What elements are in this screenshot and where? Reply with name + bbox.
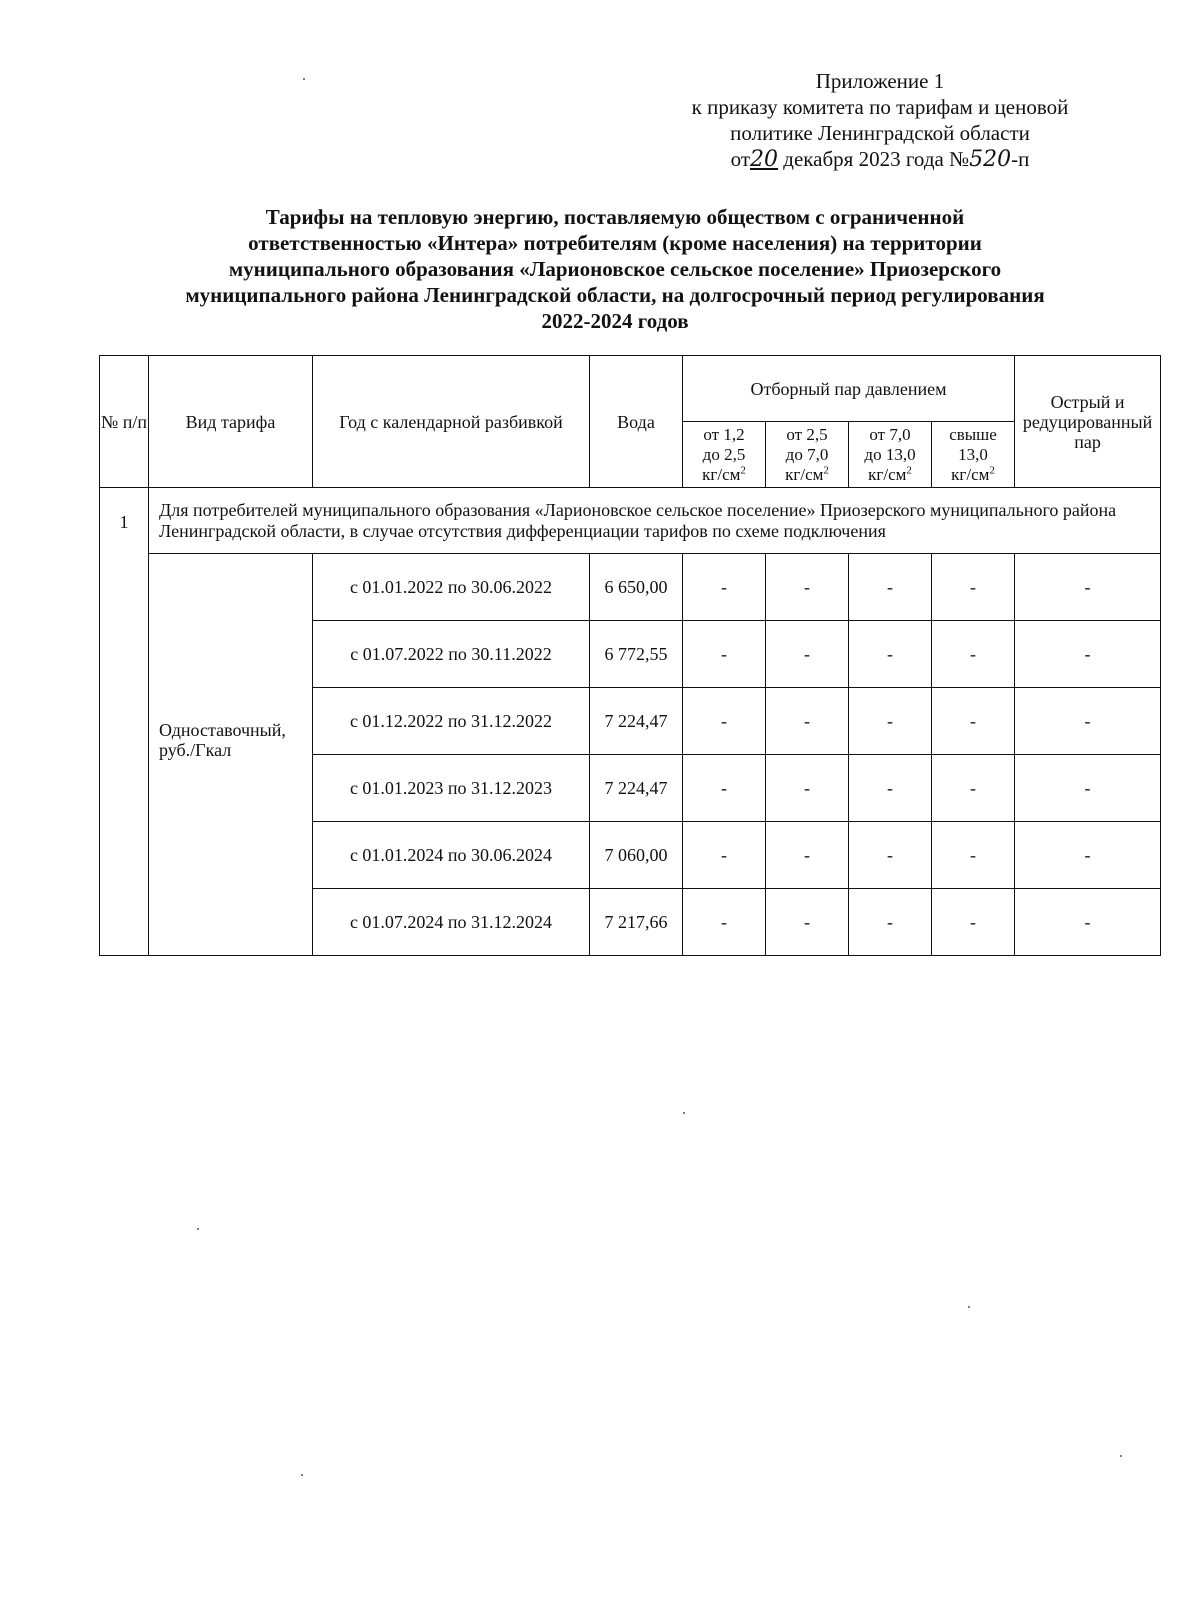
appendix-committee-line: политике Ленинградской области — [730, 121, 1030, 145]
header-steam-2: от 2,5 до 7,0 $кг/см^2$ — [766, 422, 849, 488]
sharp-steam-value: - — [1015, 554, 1161, 621]
header-num: № п/п — [100, 356, 149, 488]
header-tariff-type: Вид тарифа — [149, 356, 313, 488]
scan-speck — [968, 1306, 970, 1308]
period-cell: с 01.07.2024 по 31.12.2024 — [313, 889, 590, 956]
handwritten-day: 20 — [750, 147, 779, 172]
steam-1-value: - — [683, 822, 766, 889]
group-number: 1 — [100, 488, 149, 956]
steam-1-value: - — [683, 688, 766, 755]
steam-2-value: - — [766, 688, 849, 755]
appendix-header — [620, 68, 1140, 173]
steam-3-value: - — [849, 554, 932, 621]
steam-3-value: - — [849, 621, 932, 688]
period-cell: с 01.12.2022 по 31.12.2022 — [313, 688, 590, 755]
handwritten-order-number: 520 — [969, 147, 1012, 172]
steam-4-value: - — [932, 755, 1015, 822]
period-cell: с 01.01.2024 по 30.06.2024 — [313, 822, 590, 889]
period-cell: с 01.01.2023 по 31.12.2023 — [313, 755, 590, 822]
scan-speck — [683, 1112, 685, 1114]
sharp-steam-value: - — [1015, 688, 1161, 755]
steam-4-value: - — [932, 688, 1015, 755]
tariff-table — [99, 355, 1161, 956]
title-line: ответственностью «Интера» потребителям (кроме населения) на территории — [248, 231, 982, 255]
water-value: 7 217,66 — [590, 889, 683, 956]
steam-4-value: - — [932, 889, 1015, 956]
header-steam-3: от 7,0 до 13,0 $кг/см^2$ — [849, 422, 932, 488]
title-line: Тарифы на тепловую энергию, поставляемую обществом с ограниченной — [265, 205, 965, 229]
header-water: Вода — [590, 356, 683, 488]
steam-4-value: - — [932, 822, 1015, 889]
title-line: 2022-2024 годов — [541, 309, 689, 333]
appendix-date-line — [620, 146, 1140, 173]
water-value: 7 224,47 — [590, 755, 683, 822]
title-line: муниципального образования «Ларионовское сельское поселение» Приозерского — [228, 257, 1002, 281]
appendix-order-line: к приказу комитета по тарифам и ценовой — [691, 95, 1069, 119]
steam-3-value: - — [849, 755, 932, 822]
group-description: Для потребителей муниципального образования «Ларионовское сельское поселение» Приозерского муниципального района Ленинградской области, в случае отсутствия дифференциации тарифов по схеме подключения — [149, 488, 1161, 554]
appendix-title: Приложение 1 — [815, 69, 945, 93]
steam-2-value: - — [766, 889, 849, 956]
water-value: 7 060,00 — [590, 822, 683, 889]
steam-3-value: - — [849, 822, 932, 889]
period-cell: с 01.01.2022 по 30.06.2022 — [313, 554, 590, 621]
document-title — [90, 204, 1140, 334]
period-cell: с 01.07.2022 по 30.11.2022 — [313, 621, 590, 688]
steam-1-value: - — [683, 889, 766, 956]
sharp-steam-value: - — [1015, 822, 1161, 889]
header-steam-group: Отборный пар давлением — [683, 356, 1015, 422]
scan-speck — [1120, 1455, 1122, 1457]
water-value: 6 772,55 — [590, 621, 683, 688]
header-sharp-steam: Острый и редуцированный пар — [1015, 356, 1161, 488]
water-value: 7 224,47 — [590, 688, 683, 755]
steam-2-value: - — [766, 755, 849, 822]
scan-speck — [197, 1228, 199, 1230]
steam-2-value: - — [766, 554, 849, 621]
order-number-suffix: -п — [1011, 147, 1030, 171]
title-line: муниципального района Ленинградской области, на долгосрочный период регулирования — [185, 283, 1045, 307]
steam-1-value: - — [683, 621, 766, 688]
date-prefix: от — [730, 147, 751, 171]
scan-speck — [303, 78, 305, 80]
steam-4-value: - — [932, 621, 1015, 688]
sharp-steam-value: - — [1015, 889, 1161, 956]
header-steam-1: от 1,2 до 2,5 $кг/см^2$ — [683, 422, 766, 488]
header-steam-4: свыше 13,0 $кг/см^2$ — [932, 422, 1015, 488]
scan-speck — [301, 1474, 303, 1476]
steam-1-value: - — [683, 554, 766, 621]
steam-3-value: - — [849, 889, 932, 956]
steam-1-value: - — [683, 755, 766, 822]
tariff-type-cell: Одноставочный, руб./Гкал — [149, 554, 313, 956]
steam-4-value: - — [932, 554, 1015, 621]
steam-2-value: - — [766, 822, 849, 889]
water-value: 6 650,00 — [590, 554, 683, 621]
sharp-steam-value: - — [1015, 621, 1161, 688]
sharp-steam-value: - — [1015, 755, 1161, 822]
header-year: Год с календарной разбивкой — [313, 356, 590, 488]
date-middle: декабря 2023 года № — [778, 147, 970, 171]
steam-2-value: - — [766, 621, 849, 688]
steam-3-value: - — [849, 688, 932, 755]
